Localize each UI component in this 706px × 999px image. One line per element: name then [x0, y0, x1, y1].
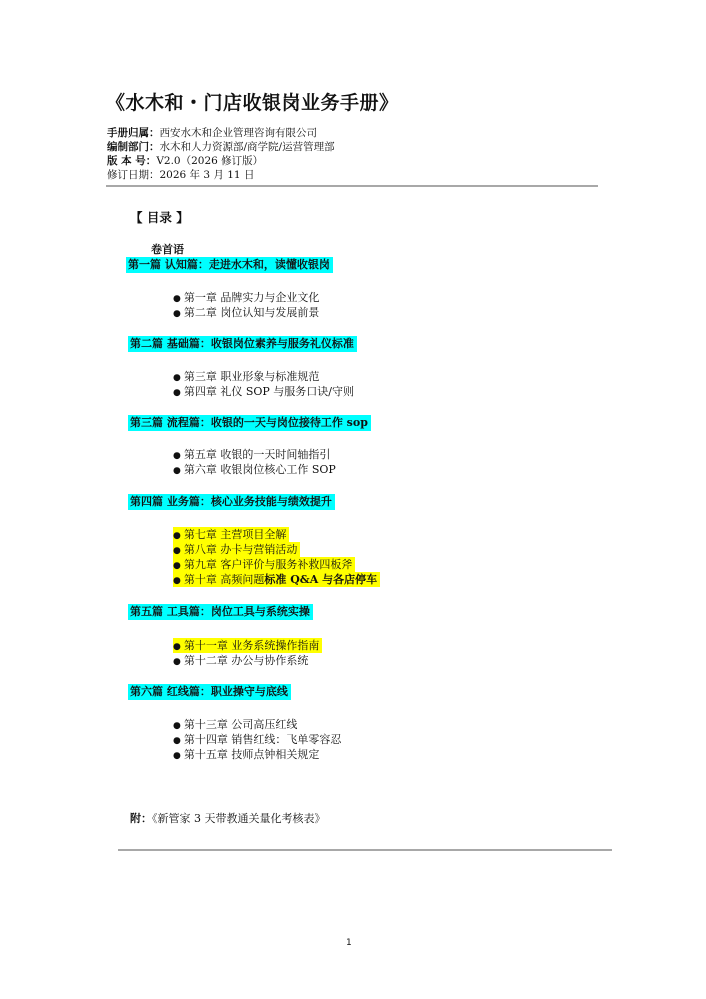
- toc-chapter-text: 第一章 品牌实力与企业文化: [183, 291, 320, 304]
- bullet-icon: ●: [173, 373, 181, 383]
- bullet-icon: ●: [173, 531, 181, 541]
- toc-chapter-text: 第六章 收银岗位核心工作 SOP: [183, 463, 336, 476]
- bullet-icon: ●: [173, 466, 181, 476]
- meta-department-value: 水木和人力资源部/商学院/运营管理部: [159, 141, 335, 153]
- toc-chapter-15: [173, 747, 319, 762]
- toc-chapter-9: [173, 557, 355, 572]
- meta-version-value: V2.0（2026 修订版）: [156, 155, 264, 167]
- appendix-line: [130, 810, 326, 826]
- toc-part-3: 第三篇 流程篇：收银的一天与岗位接待工作 sop: [128, 415, 371, 431]
- toc-chapter-12: [173, 653, 308, 668]
- toc-part-2: 第二篇 基础篇：收银岗位素养与服务礼仪标准: [128, 336, 357, 352]
- footer-divider: [118, 849, 612, 851]
- meta-owner-key: 手册归属：: [107, 127, 160, 139]
- toc-chapter-emphasis: 标准 Q&A 与各店停车: [264, 573, 378, 586]
- meta-revision-date-value: 2026 年 3 月 11 日: [159, 169, 255, 181]
- toc-chapter-text: 第十章 高频问题: [183, 573, 265, 586]
- toc-chapter-text: 第十二章 办公与协作系统: [183, 654, 309, 667]
- toc-chapter-7: [173, 527, 289, 542]
- toc-chapter-text: 第三章 职业形象与标准规范: [183, 370, 320, 383]
- appendix-value: 《新管家 3 天带教通关量化考核表》: [152, 812, 326, 825]
- toc-part-1: 第一篇 认知篇：走进水木和，读懂收银岗: [126, 257, 333, 273]
- meta-department: [107, 140, 335, 154]
- bullet-icon: ●: [173, 294, 181, 304]
- toc-chapter-10: [173, 572, 380, 587]
- toc-chapter-text: 第七章 主营项目全解: [183, 528, 287, 541]
- page-number: 1: [346, 938, 352, 948]
- toc-chapter-1: [173, 290, 319, 305]
- meta-version: [107, 154, 263, 168]
- toc-part-4: 第四篇 业务篇：核心业务技能与绩效提升: [128, 494, 335, 510]
- meta-department-key: 编制部门：: [107, 141, 160, 153]
- meta-owner-value: 西安水木和企业管理咨询有限公司: [159, 127, 317, 139]
- appendix-key: 附：: [130, 812, 152, 825]
- toc-chapter-8: [173, 542, 300, 557]
- meta-version-key: 版 本 号：: [107, 155, 157, 167]
- document-title: 《水木和・门店收银岗业务手册》: [106, 92, 399, 114]
- toc-chapter-5: [173, 447, 330, 462]
- toc-chapter-13: [173, 717, 297, 732]
- toc-chapter-text: 第十三章 公司高压红线: [183, 718, 298, 731]
- bullet-icon: ●: [173, 721, 181, 731]
- bullet-icon: ●: [173, 388, 181, 398]
- meta-owner: [107, 126, 317, 140]
- bullet-icon: ●: [173, 751, 181, 761]
- bullet-icon: ●: [173, 451, 181, 461]
- toc-chapter-text: 第十四章 销售红线：飞单零容忍: [183, 733, 342, 746]
- toc-chapter-4: [173, 384, 354, 399]
- toc-chapter-text: 第四章 礼仪 SOP 与服务口诀/守则: [183, 385, 355, 398]
- meta-revision-date: [107, 168, 254, 182]
- toc-chapter-2: [173, 305, 319, 320]
- bullet-icon: ●: [173, 576, 181, 586]
- bullet-icon: ●: [173, 736, 181, 746]
- toc-chapter-11: [173, 638, 322, 653]
- toc-chapter-text: 第九章 客户评价与服务补救四板斧: [183, 558, 353, 571]
- meta-revision-date-key: 修订日期：: [107, 169, 160, 181]
- toc-part-6: 第六篇 红线篇：职业操守与底线: [128, 684, 291, 700]
- bullet-icon: ●: [173, 657, 181, 667]
- toc-preface: 卷首语: [151, 243, 184, 256]
- toc-chapter-text: 第二章 岗位认知与发展前景: [183, 306, 320, 319]
- toc-chapter-6: [173, 462, 336, 477]
- toc-chapter-3: [173, 369, 319, 384]
- bullet-icon: ●: [173, 642, 181, 652]
- bullet-icon: ●: [173, 309, 181, 319]
- toc-chapter-14: [173, 732, 341, 747]
- toc-heading: 【 目录 】: [130, 210, 189, 225]
- toc-chapter-text: 第十一章 业务系统操作指南: [183, 639, 320, 652]
- header-divider: [106, 185, 598, 187]
- toc-part-5: 第五篇 工具篇：岗位工具与系统实操: [128, 604, 313, 620]
- toc-chapter-text: 第五章 收银的一天时间轴指引: [183, 448, 331, 461]
- toc-chapter-text: 第八章 办卡与营销活动: [183, 543, 298, 556]
- bullet-icon: ●: [173, 546, 181, 556]
- toc-chapter-text: 第十五章 技师点钟相关规定: [183, 748, 320, 761]
- bullet-icon: ●: [173, 561, 181, 571]
